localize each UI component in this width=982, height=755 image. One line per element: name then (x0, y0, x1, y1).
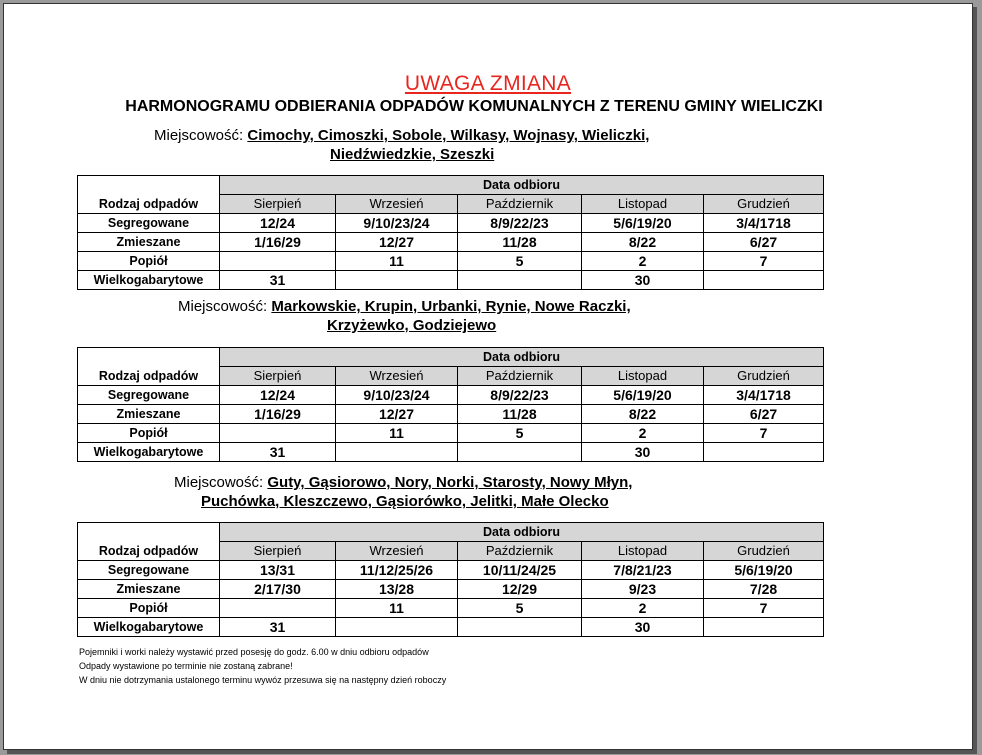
table-row (78, 405, 824, 424)
date-cell (458, 618, 582, 637)
table-row (78, 443, 824, 462)
note-line: W dniu nie dotrzymania ustalonego terminu wywóz przesuwa się na następny dzień roboczy (79, 675, 447, 685)
locality-heading-2 (178, 297, 631, 335)
date-cell: 7 (704, 252, 824, 271)
date-cell (336, 618, 458, 637)
table-row (78, 386, 824, 405)
date-cell: 2 (582, 424, 704, 443)
table-row (78, 618, 824, 637)
month-header: Listopad (582, 367, 704, 386)
date-cell: 9/23 (582, 580, 704, 599)
month-header: Sierpień (220, 542, 336, 561)
corner-cell (78, 523, 220, 542)
row-label: Zmieszane (78, 233, 220, 252)
locality-names-line2: Niedźwiedzkie, Szeszki (330, 146, 495, 163)
corner-cell (78, 348, 220, 367)
table-row (78, 233, 824, 252)
table-row (78, 424, 824, 443)
date-cell: 9/10/23/24 (336, 214, 458, 233)
month-header: Październik (458, 542, 582, 561)
month-header: Wrzesień (336, 542, 458, 561)
date-cell: 11/28 (458, 405, 582, 424)
date-cell (336, 443, 458, 462)
row-label: Segregowane (78, 561, 220, 580)
row-label: Popiół (78, 252, 220, 271)
date-cell (704, 618, 824, 637)
date-cell (458, 443, 582, 462)
date-cell: 13/28 (336, 580, 458, 599)
note-line: Odpady wystawione po terminie nie zostaną zabrane! (79, 661, 293, 671)
date-cell: 8/9/22/23 (458, 386, 582, 405)
waste-type-header: Rodzaj odpadów (78, 542, 220, 561)
schedule-table-2 (77, 347, 824, 462)
date-cell: 13/31 (220, 561, 336, 580)
date-cell: 5/6/19/20 (582, 386, 704, 405)
date-cell (220, 424, 336, 443)
date-header: Data odbioru (220, 176, 824, 195)
date-cell: 1/16/29 (220, 233, 336, 252)
date-cell: 31 (220, 618, 336, 637)
date-cell: 30 (582, 271, 704, 290)
row-label: Wielkogabarytowe (78, 443, 220, 462)
row-label: Popiół (78, 599, 220, 618)
date-cell: 5/6/19/20 (704, 561, 824, 580)
locality-heading-1 (154, 126, 649, 164)
row-label: Zmieszane (78, 405, 220, 424)
date-cell: 6/27 (704, 405, 824, 424)
date-cell (220, 252, 336, 271)
date-cell: 11 (336, 424, 458, 443)
schedule-table-1 (77, 175, 824, 290)
date-cell: 12/27 (336, 405, 458, 424)
note-line: Pojemniki i worki należy wystawić przed posesję do godz. 6.00 w dniu odbioru odpadów (79, 647, 429, 657)
date-cell (704, 443, 824, 462)
table-row (78, 561, 824, 580)
locality-names-line2: Krzyżewko, Godziejewo (327, 317, 497, 334)
date-cell: 31 (220, 443, 336, 462)
month-header: Sierpień (220, 367, 336, 386)
row-label: Wielkogabarytowe (78, 271, 220, 290)
date-cell: 12/29 (458, 580, 582, 599)
date-cell: 5 (458, 424, 582, 443)
date-cell: 12/27 (336, 233, 458, 252)
date-cell: 7/8/21/23 (582, 561, 704, 580)
date-cell: 3/4/1718 (704, 386, 824, 405)
table-row (78, 214, 824, 233)
date-cell: 5 (458, 599, 582, 618)
date-cell: 2 (582, 599, 704, 618)
table-row (78, 271, 824, 290)
date-cell: 3/4/1718 (704, 214, 824, 233)
schedule-table-3 (77, 522, 824, 637)
date-header: Data odbioru (220, 348, 824, 367)
month-header: Listopad (582, 542, 704, 561)
locality-label: Miejscowość: (154, 127, 244, 144)
date-cell (458, 271, 582, 290)
row-label: Segregowane (78, 386, 220, 405)
month-header: Grudzień (704, 195, 824, 214)
row-label: Popiół (78, 424, 220, 443)
date-cell: 11/28 (458, 233, 582, 252)
date-cell: 9/10/23/24 (336, 386, 458, 405)
month-header: Wrzesień (336, 367, 458, 386)
date-cell: 8/9/22/23 (458, 214, 582, 233)
waste-type-header: Rodzaj odpadów (78, 195, 220, 214)
row-label: Wielkogabarytowe (78, 618, 220, 637)
corner-cell (78, 176, 220, 195)
date-cell: 5 (458, 252, 582, 271)
date-cell (220, 599, 336, 618)
date-cell: 10/11/24/25 (458, 561, 582, 580)
month-header: Październik (458, 195, 582, 214)
alert-title: UWAGA ZMIANA (404, 72, 572, 95)
month-header: Listopad (582, 195, 704, 214)
table-row (78, 599, 824, 618)
date-cell: 12/24 (220, 214, 336, 233)
date-cell: 1/16/29 (220, 405, 336, 424)
table-row (78, 580, 824, 599)
date-cell: 11/12/25/26 (336, 561, 458, 580)
date-cell: 30 (582, 443, 704, 462)
locality-names-line2: Puchówka, Kleszczewo, Gąsiorówko, Jelitki, Małe Olecko (201, 493, 609, 510)
locality-names-line1: Guty, Gąsiorowo, Nory, Norki, Starosty, Nowy Młyn, (267, 474, 633, 491)
document-title: HARMONOGRAMU ODBIERANIA ODPADÓW KOMUNALNYCH Z TERENU GMINY WIELICZKI (125, 98, 823, 115)
locality-names-line1: Cimochy, Cimoszki, Sobole, Wilkasy, Wojnasy, Wieliczki, (247, 127, 650, 144)
month-header: Grudzień (704, 367, 824, 386)
date-cell: 7 (704, 424, 824, 443)
date-cell (704, 271, 824, 290)
date-cell: 7 (704, 599, 824, 618)
date-cell: 8/22 (582, 405, 704, 424)
locality-label: Miejscowość: (174, 474, 264, 491)
date-cell (336, 271, 458, 290)
date-cell: 2/17/30 (220, 580, 336, 599)
row-label: Segregowane (78, 214, 220, 233)
document-page (3, 3, 973, 750)
footnotes (79, 645, 446, 687)
waste-type-header: Rodzaj odpadów (78, 367, 220, 386)
month-header: Sierpień (220, 195, 336, 214)
locality-names-line1: Markowskie, Krupin, Urbanki, Rynie, Nowe Raczki, (271, 298, 631, 315)
table-row (78, 252, 824, 271)
date-cell: 2 (582, 252, 704, 271)
date-cell: 8/22 (582, 233, 704, 252)
date-cell: 6/27 (704, 233, 824, 252)
date-header: Data odbioru (220, 523, 824, 542)
locality-label: Miejscowość: (178, 298, 268, 315)
date-cell: 30 (582, 618, 704, 637)
date-cell: 12/24 (220, 386, 336, 405)
date-cell: 5/6/19/20 (582, 214, 704, 233)
month-header: Październik (458, 367, 582, 386)
date-cell: 31 (220, 271, 336, 290)
row-label: Zmieszane (78, 580, 220, 599)
date-cell: 11 (336, 599, 458, 618)
month-header: Wrzesień (336, 195, 458, 214)
month-header: Grudzień (704, 542, 824, 561)
locality-heading-3 (174, 473, 632, 511)
date-cell: 11 (336, 252, 458, 271)
date-cell: 7/28 (704, 580, 824, 599)
